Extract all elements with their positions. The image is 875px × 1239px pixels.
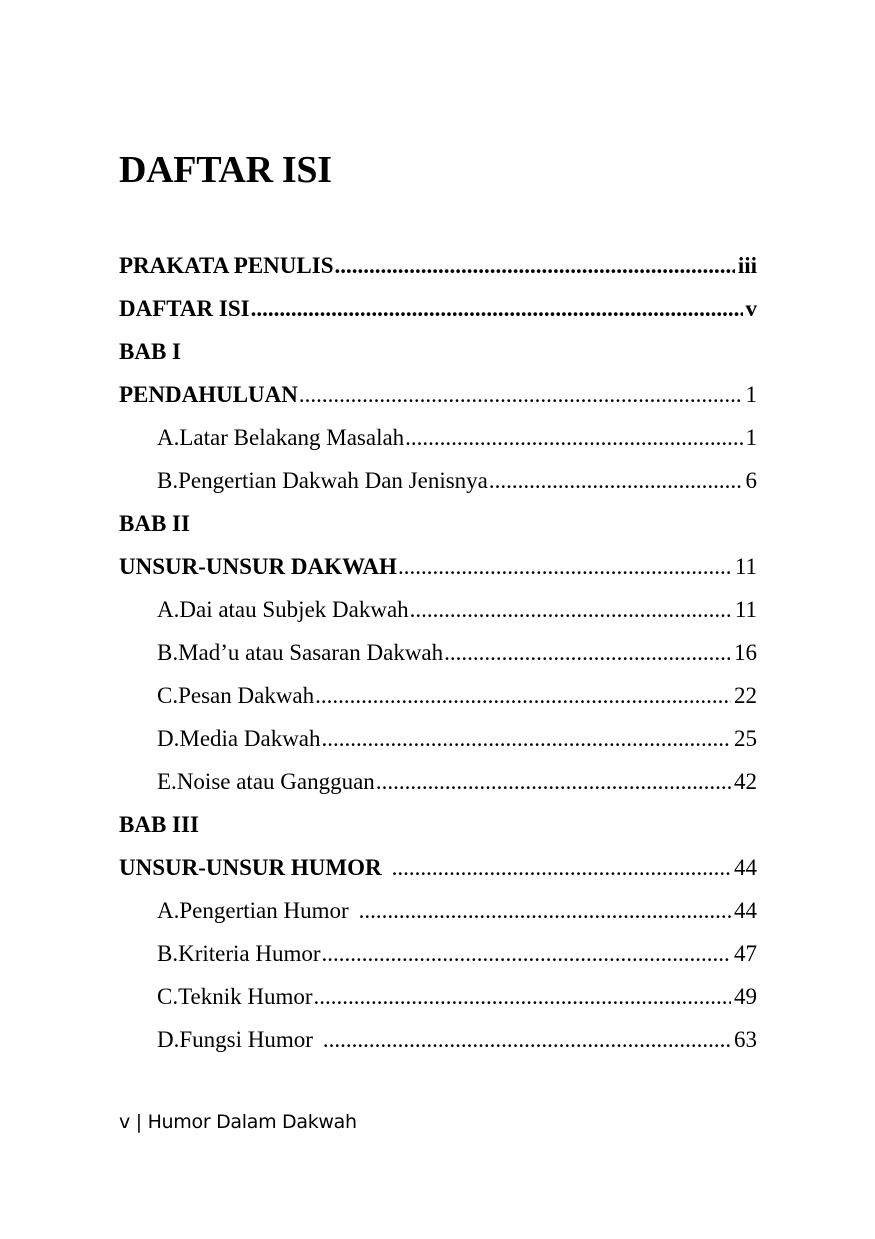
- dot-leader: [444, 631, 731, 674]
- dot-leader: [398, 545, 732, 588]
- dot-leader: [334, 244, 734, 287]
- toc-entry-page: 16: [734, 640, 757, 665]
- section-title: Teknik Humor: [178, 984, 313, 1009]
- section-title: Dai atau Subjek Dakwah: [179, 597, 409, 622]
- dot-leader: [315, 674, 731, 717]
- section-title: Pengertian Dakwah Dan Jenisnya: [178, 468, 488, 493]
- toc-entry-page: 44: [734, 855, 757, 880]
- chapter-label-bab-3: [119, 803, 757, 846]
- toc-entry-page: 22: [734, 683, 757, 708]
- toc-entry-section[interactable]: [119, 416, 757, 459]
- toc-entry-page: 11: [734, 597, 757, 622]
- table-of-contents: [119, 244, 757, 1061]
- chapter-label: BAB II: [119, 511, 190, 536]
- dot-leader: [322, 717, 731, 760]
- toc-entry-title: DAFTAR ISI: [119, 296, 250, 321]
- dot-leader: [359, 889, 731, 932]
- toc-entry-section[interactable]: [119, 459, 757, 502]
- toc-entry-section[interactable]: [119, 588, 757, 631]
- section-letter: D.: [157, 1027, 180, 1052]
- chapter-label: BAB III: [119, 812, 199, 837]
- toc-entry-chapter-2[interactable]: [119, 545, 757, 588]
- dot-leader: [299, 373, 743, 416]
- chapter-label: BAB I: [119, 339, 181, 364]
- chapter-title: UNSUR-UNSUR DAKWAH: [119, 554, 397, 579]
- section-title: Media Dakwah: [179, 726, 321, 751]
- section-title: Fungsi Humor: [179, 1027, 313, 1052]
- chapter-title: PENDAHULUAN: [119, 382, 298, 407]
- toc-entry-page: iii: [737, 253, 757, 278]
- chapter-label-bab-1: [119, 330, 757, 373]
- section-letter: B.: [157, 468, 179, 493]
- toc-entry-page: 6: [745, 468, 757, 493]
- page-title: DAFTAR ISI: [119, 149, 332, 191]
- section-title: Pesan Dakwah: [178, 683, 315, 708]
- footer-separator: |: [135, 1111, 142, 1133]
- toc-entry-page: v: [745, 296, 757, 321]
- section-title: Noise atau Gangguan: [176, 769, 375, 794]
- toc-entry-chapter-3[interactable]: [119, 846, 757, 889]
- section-letter: C.: [157, 984, 179, 1009]
- toc-entry-page: 1: [745, 425, 757, 450]
- section-letter: A.: [157, 597, 180, 622]
- toc-entry-page: 47: [734, 941, 757, 966]
- toc-entry-page: 42: [734, 769, 757, 794]
- toc-entry-section[interactable]: [119, 889, 757, 932]
- toc-entry-section[interactable]: [119, 975, 757, 1018]
- section-letter: A.: [157, 898, 180, 923]
- section-letter: A.: [157, 425, 180, 450]
- dot-leader: [489, 459, 743, 502]
- dot-leader: [410, 588, 732, 631]
- dot-leader: [323, 1018, 731, 1061]
- dot-leader: [314, 975, 731, 1018]
- toc-entry-section[interactable]: [119, 674, 757, 717]
- section-letter: B.: [157, 941, 179, 966]
- section-title: Latar Belakang Masalah: [179, 425, 405, 450]
- toc-entry-title: PRAKATA PENULIS: [119, 253, 334, 278]
- toc-entry-section[interactable]: [119, 760, 757, 803]
- toc-entry-chapter-1[interactable]: [119, 373, 757, 416]
- toc-entry-page: 11: [734, 554, 757, 579]
- toc-entry-page: 49: [734, 984, 757, 1009]
- toc-entry-section[interactable]: [119, 1018, 757, 1061]
- section-letter: B.: [157, 640, 179, 665]
- section-title: Kriteria Humor: [178, 941, 321, 966]
- toc-entry-page: 63: [734, 1027, 757, 1052]
- footer-book-title: Humor Dalam Dakwah: [147, 1111, 357, 1133]
- toc-entry-prakata-penulis[interactable]: [119, 244, 757, 287]
- toc-entry-section[interactable]: [119, 717, 757, 760]
- chapter-title: UNSUR-UNSUR HUMOR: [119, 855, 382, 880]
- dot-leader: [251, 287, 743, 330]
- dot-leader: [322, 932, 731, 975]
- toc-entry-section[interactable]: [119, 932, 757, 975]
- section-title: Pengertian Humor: [179, 898, 349, 923]
- section-letter: E.: [157, 769, 177, 794]
- chapter-label-bab-2: [119, 502, 757, 545]
- section-letter: C.: [157, 683, 179, 708]
- section-letter: D.: [157, 726, 180, 751]
- toc-entry-page: 25: [734, 726, 757, 751]
- toc-entry-section[interactable]: [119, 631, 757, 674]
- toc-entry-page: 44: [734, 898, 757, 923]
- toc-entry-page: 1: [745, 382, 757, 407]
- toc-entry-daftar-isi[interactable]: [119, 287, 757, 330]
- footer-page-number: v: [119, 1111, 130, 1133]
- dot-leader: [405, 416, 742, 459]
- section-title: Mad’u atau Sasaran Dakwah: [178, 640, 444, 665]
- dot-leader: [392, 846, 731, 889]
- page-footer: [119, 1108, 357, 1136]
- dot-leader: [376, 760, 731, 803]
